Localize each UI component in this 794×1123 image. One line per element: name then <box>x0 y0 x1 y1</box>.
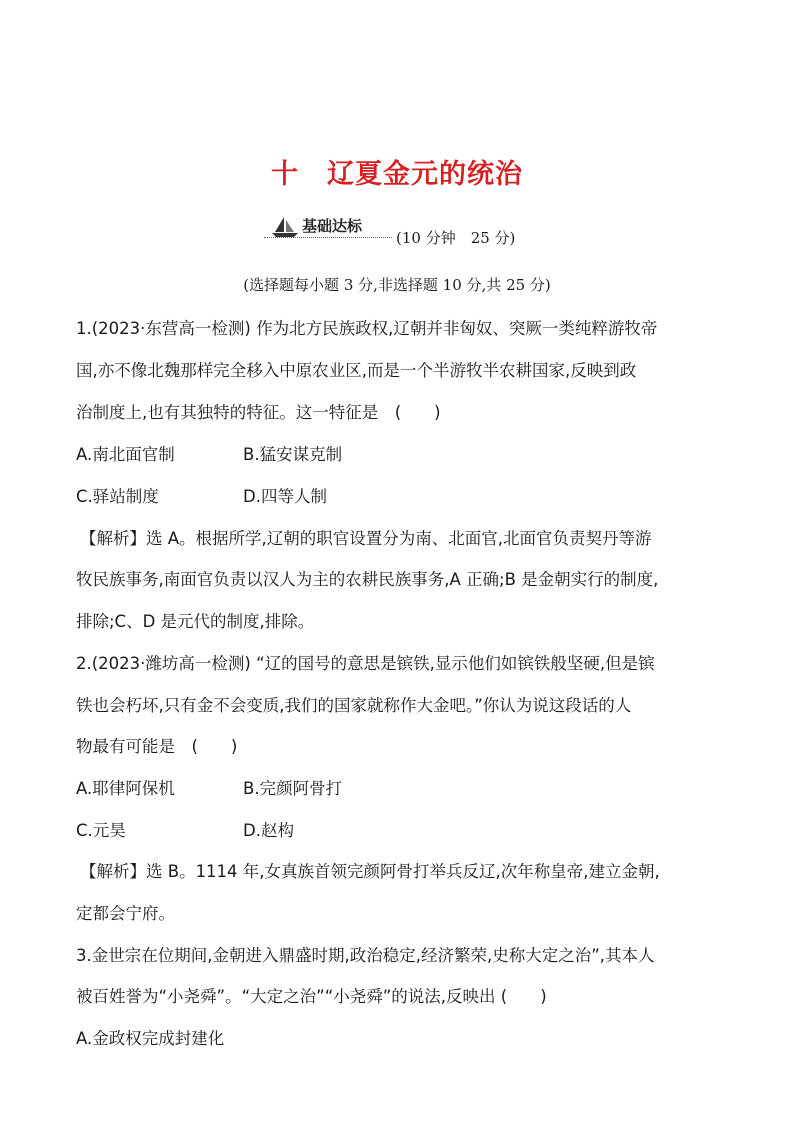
q1-line-1: 1.(2023·东营高一检测) 作为北方民族政权,辽朝并非匈奴、突厥一类纯粹游牧帝 <box>76 319 658 338</box>
q2-option-b: B.完颜阿骨打 <box>243 779 343 798</box>
q2-line-3: 物最有可能是 ( ) <box>76 737 238 756</box>
q1-line-3: 治制度上,也有其独特的特征。这一特征是 ( ) <box>76 403 441 422</box>
q1-line-2: 国,亦不像北魏那样完全移入中原农业区,而是一个半游牧半农耕国家,反映到政 <box>76 361 637 380</box>
q2-analysis-line-1: 【解析】选 B。1114 年,女真族首领完颜阿骨打举兵反辽,次年称皇帝,建立金朝, <box>80 862 660 881</box>
section-badge-label: 基础达标 <box>302 217 363 235</box>
q1-analysis-line-1: 【解析】选 A。根据所学,辽朝的职官设置分为南、北面官,北面官负责契丹等游 <box>80 529 652 548</box>
section-header <box>260 214 580 247</box>
q1-analysis-line-2: 牧民族事务,南面官负责以汉人为主的农耕民族事务,A 正确;B 是金朝实行的制度, <box>76 570 659 589</box>
q1-option-a: A.南北面官制 <box>76 445 175 464</box>
q3-line-2: 被百姓誉为“小尧舜”。“大定之治”“小尧舜”的说法,反映出 ( ) <box>76 987 547 1006</box>
section-badge <box>260 214 400 242</box>
q2-option-a: A.耶律阿保机 <box>76 779 175 798</box>
q2-option-d: D.赵构 <box>243 821 294 840</box>
q2-line-1: 2.(2023·潍坊高一检测) “辽的国号的意思是镔铁,显示他们如镔铁般坚硬,但是镔 <box>76 654 655 673</box>
chapter-title: 辽夏金元的统治 <box>327 159 523 190</box>
q3-option-a: A.金政权完成封建化 <box>76 1029 225 1048</box>
q2-line-2: 铁也会朽坏,只有金不会变质,我们的国家就称作大金吧。”你认为说这段话的人 <box>76 696 632 715</box>
q2-option-c: C.元昊 <box>76 821 126 840</box>
badge-dotted-line <box>264 237 392 238</box>
q1-option-c: C.驿站制度 <box>76 487 159 506</box>
q1-option-d: D.四等人制 <box>243 487 327 506</box>
q1-analysis-line-3: 排除;C、D 是元代的制度,排除。 <box>76 612 315 631</box>
q2-analysis-line-2: 定都会宁府。 <box>76 904 175 923</box>
sailboat-icon <box>270 216 300 238</box>
q3-line-1: 3.金世宗在位期间,金朝进入鼎盛时期,政治稳定,经济繁荣,史称大定之治”,其本人 <box>76 946 655 965</box>
chapter-number: 十 <box>271 159 299 190</box>
time-note: (10 分钟 25 分) <box>396 229 516 247</box>
page-title <box>0 152 794 191</box>
q1-option-b: B.猛安谋克制 <box>243 445 343 464</box>
score-note: (选择题每小题 3 分,非选择题 10 分,共 25 分) <box>243 276 551 294</box>
